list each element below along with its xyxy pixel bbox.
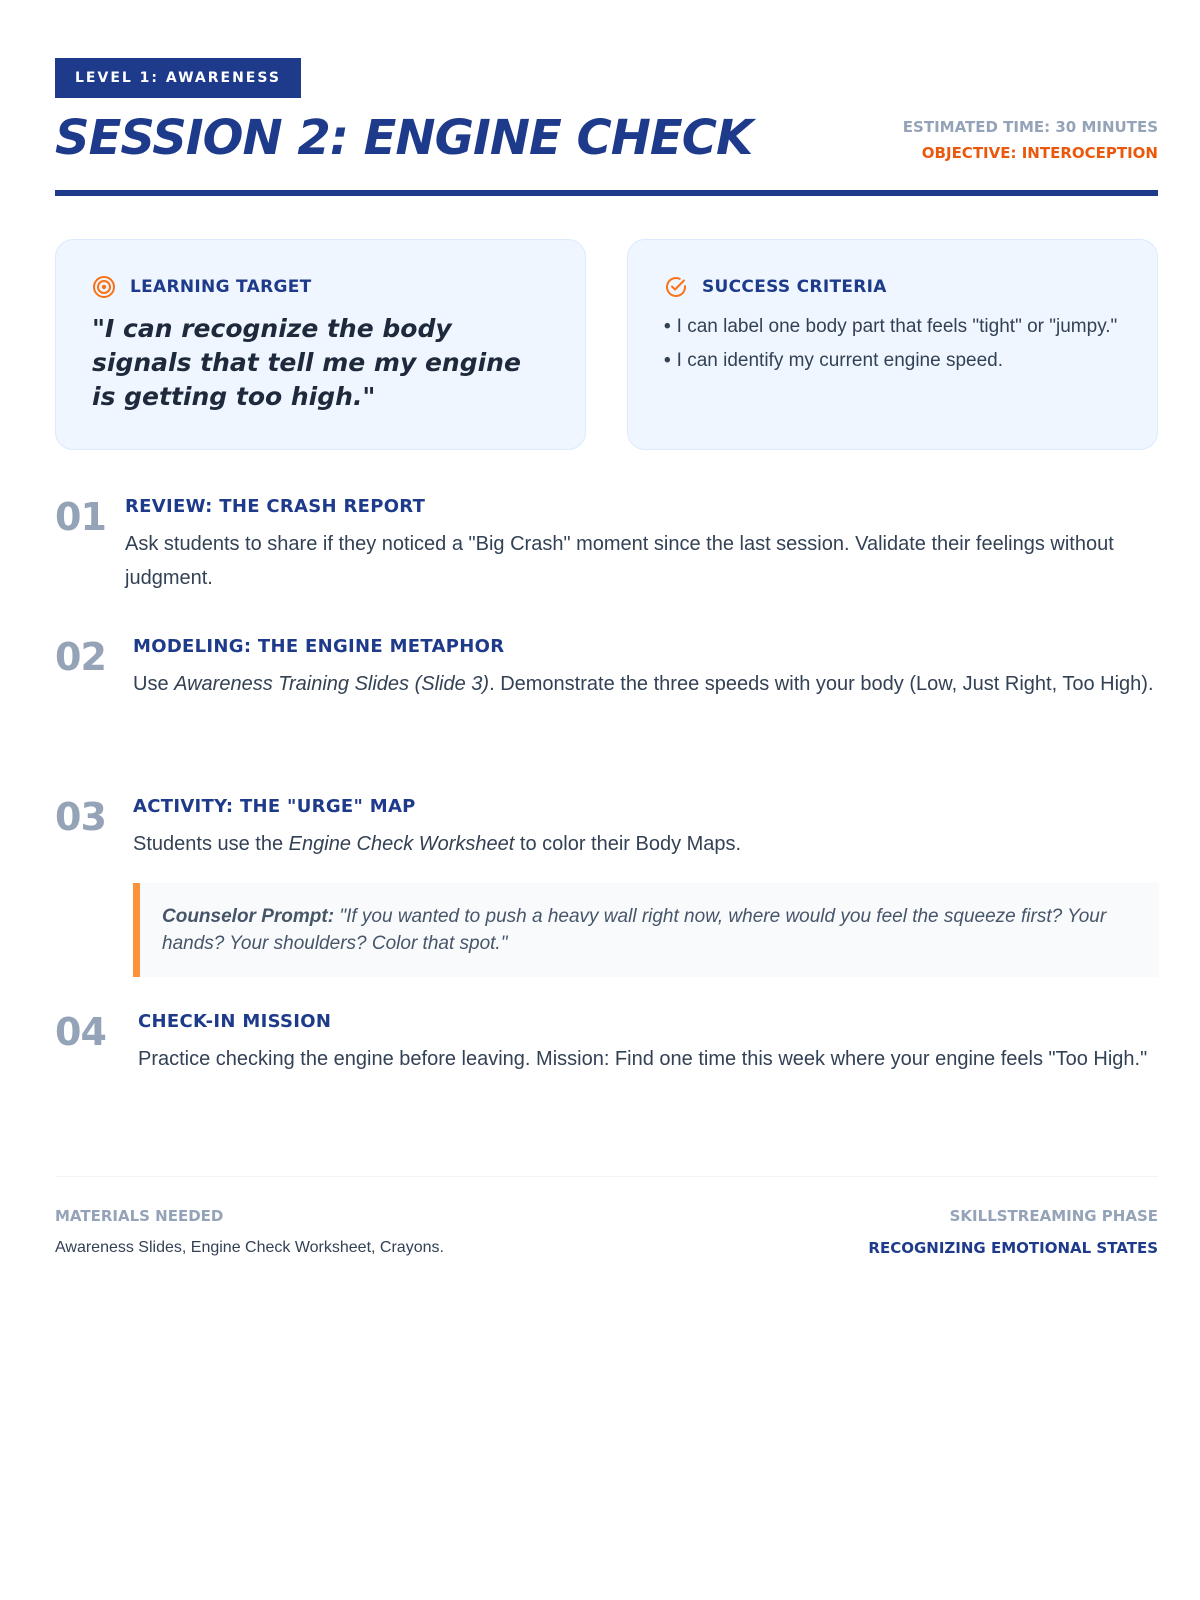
step-number: 03 — [55, 795, 106, 839]
step-number: 02 — [55, 635, 106, 679]
header-row — [55, 110, 1158, 190]
step-title: MODELING: THE ENGINE METAPHOR — [133, 636, 505, 657]
objective: OBJECTIVE: INTEROCEPTION — [921, 144, 1158, 162]
level-badge: LEVEL 1: AWARENESS — [55, 58, 301, 98]
bullet: • — [664, 316, 671, 337]
header-divider — [55, 190, 1158, 196]
step-text-rest: . Demonstrate the three speeds with your body (Low, Just Right, Too High). — [489, 673, 1154, 695]
target-icon — [92, 275, 116, 299]
step-body — [133, 635, 1158, 701]
check-circle-icon — [664, 275, 688, 299]
step-text — [133, 667, 1158, 701]
step-text-lead: Use — [133, 673, 175, 695]
step-text: Ask students to share if they noticed a "Big Crash" moment since the last session. Validate their feelings without judgment. — [125, 533, 1114, 589]
success-criteria-list — [664, 313, 1121, 374]
step-body — [133, 795, 1158, 977]
phase-label: SKILLSTREAMING PHASE — [949, 1207, 1158, 1225]
step-text: Practice checking the engine before leaving. Mission: Find one time this week where your engine feels "Too High." — [138, 1048, 1148, 1070]
step-body — [138, 1010, 1158, 1076]
phase-value: RECOGNIZING EMOTIONAL STATES — [868, 1239, 1158, 1257]
step-number: 04 — [55, 1010, 106, 1054]
materials-label: MATERIALS NEEDED — [55, 1207, 224, 1225]
criteria-text: I can label one body part that feels "tight" or "jumpy." — [676, 316, 1118, 337]
step-title: CHECK-IN MISSION — [138, 1011, 332, 1032]
materials-section — [55, 1205, 444, 1259]
criteria-text: I can identify my current engine speed. — [676, 350, 1004, 371]
step-text — [133, 827, 1158, 861]
counselor-prompt-quote: "If you wanted to push a heavy wall right now, where would you feel the squeeze first? Your hands? Your shoulders? Color that spot." — [162, 906, 1107, 954]
counselor-prompt-label: Counselor Prompt: — [162, 906, 335, 927]
phase-section — [868, 1205, 1158, 1259]
lesson-plan-page — [55, 58, 1158, 450]
materials-value: Awareness Slides, Engine Check Worksheet, Crayons. — [55, 1239, 444, 1256]
target-cards — [55, 239, 1158, 450]
list-item — [664, 313, 1121, 340]
slides-reference: Awareness Training Slides (Slide 3) — [174, 673, 490, 695]
success-criteria-header — [664, 274, 1121, 300]
step-number: 01 — [55, 495, 106, 539]
worksheet-reference: Engine Check Worksheet — [288, 833, 515, 855]
session-meta — [903, 114, 1158, 166]
step-text-lead: Students use the — [133, 833, 289, 855]
estimated-time: ESTIMATED TIME: 30 MINUTES — [902, 118, 1158, 136]
step-body — [125, 495, 1158, 595]
step-title: ACTIVITY: THE "URGE" MAP — [133, 796, 416, 817]
counselor-prompt-text — [162, 903, 1135, 957]
learning-target-header — [92, 274, 549, 300]
success-criteria-card — [627, 239, 1158, 450]
counselor-prompt — [133, 883, 1159, 977]
learning-target-quote: "I can recognize the body signals that tell me my engine is getting too high." — [92, 314, 521, 411]
learning-target-heading: LEARNING TARGET — [130, 277, 312, 297]
learning-target-card — [55, 239, 586, 450]
footer — [55, 1176, 1158, 1266]
list-item — [664, 347, 1121, 374]
step-title: REVIEW: THE CRASH REPORT — [125, 496, 426, 517]
success-criteria-heading: SUCCESS CRITERIA — [702, 277, 887, 297]
step-text-rest: to color their Body Maps. — [514, 833, 742, 855]
page-title: SESSION 2: ENGINE CHECK — [55, 110, 753, 166]
bullet: • — [664, 350, 671, 371]
